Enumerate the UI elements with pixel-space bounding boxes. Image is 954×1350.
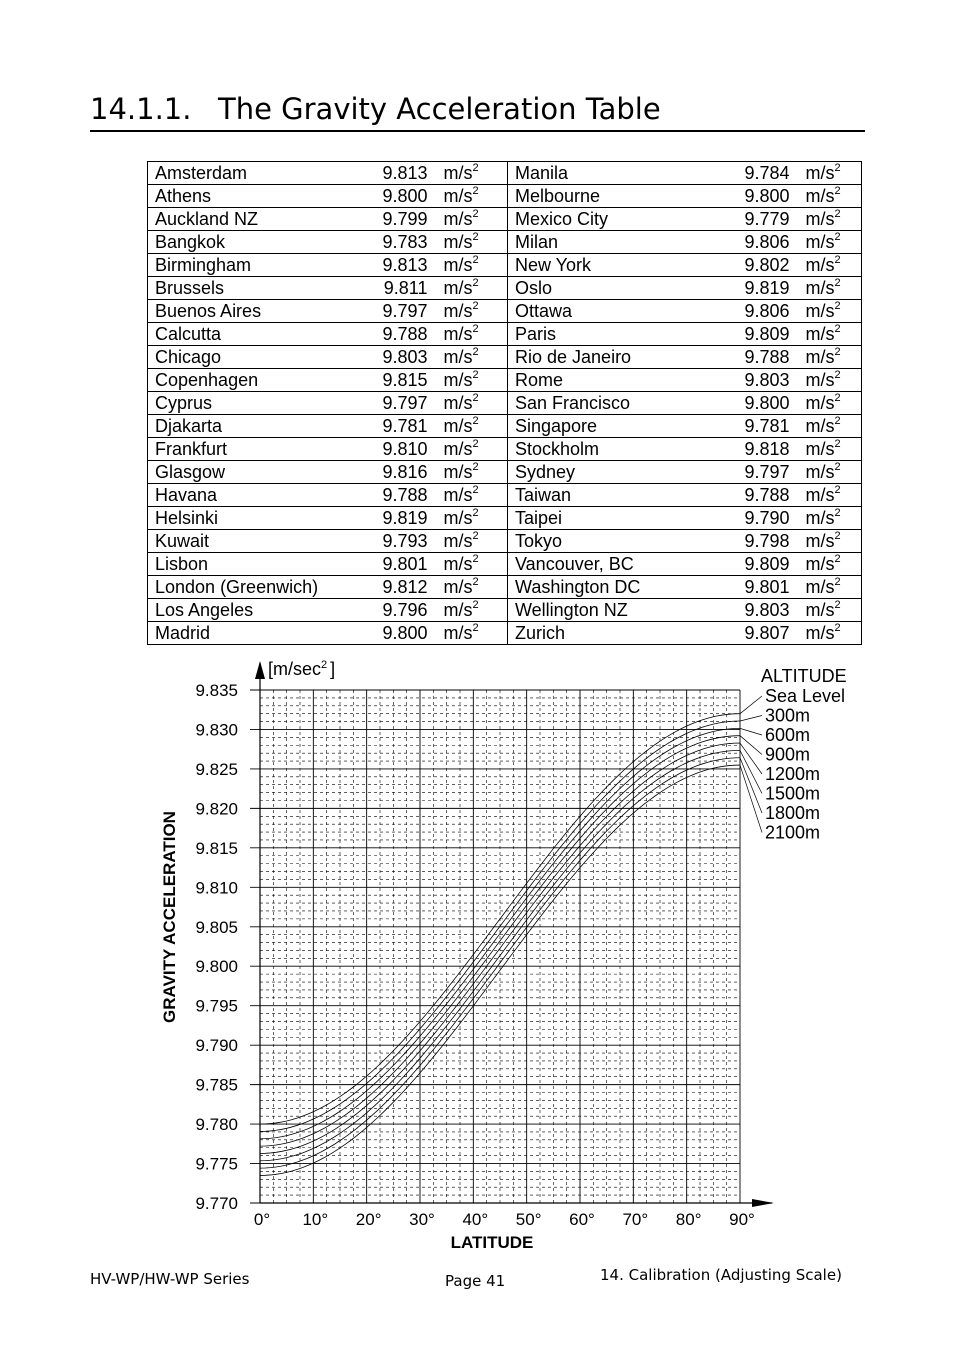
city-cell: Havana xyxy=(148,484,368,507)
city-cell: Manila xyxy=(508,162,732,185)
table-row xyxy=(148,231,862,254)
value-cell: 9.788 xyxy=(732,484,790,507)
legend-leader xyxy=(740,696,762,714)
unit-exponent: 2 xyxy=(472,369,479,381)
city-cell: Paris xyxy=(508,323,732,346)
x-tick-label: 80° xyxy=(675,1210,702,1229)
unit-cell xyxy=(428,461,508,484)
unit-base: m/s xyxy=(805,301,835,321)
unit-base: m/s xyxy=(443,278,473,298)
city-cell: Brussels xyxy=(148,277,368,300)
y-axis-arrow xyxy=(255,661,265,679)
table-row xyxy=(148,185,862,208)
altitude-curve-7 xyxy=(260,765,740,1175)
unit-base: m/s xyxy=(805,554,835,574)
unit-cell xyxy=(428,576,508,599)
unit-cell xyxy=(790,231,862,254)
value-cell: 9.796 xyxy=(368,599,428,622)
value-cell: 9.807 xyxy=(732,622,790,645)
city-cell: Bangkok xyxy=(148,231,368,254)
y-tick-label: 9.800 xyxy=(195,957,238,977)
city-cell: Mexico City xyxy=(508,208,732,231)
unit-exponent: 2 xyxy=(472,185,479,197)
value-cell: 9.801 xyxy=(368,553,428,576)
unit-cell xyxy=(428,484,508,507)
unit-cell xyxy=(790,415,862,438)
value-cell: 9.798 xyxy=(732,530,790,553)
y-unit-close: ] xyxy=(330,659,336,679)
unit-exponent: 2 xyxy=(834,208,841,220)
city-cell: Sydney xyxy=(508,461,732,484)
unit-base: m/s xyxy=(443,370,473,390)
legend-label: 2100m xyxy=(765,822,821,843)
unit-exponent: 2 xyxy=(834,392,841,404)
table-row xyxy=(148,622,862,645)
x-axis-arrow xyxy=(752,1199,774,1207)
value-cell: 9.803 xyxy=(368,346,428,369)
unit-exponent: 2 xyxy=(472,507,479,519)
unit-cell xyxy=(428,599,508,622)
table-row xyxy=(148,599,862,622)
unit-exponent: 2 xyxy=(834,622,841,634)
legend-label: 600m xyxy=(765,725,811,745)
value-cell: 9.800 xyxy=(732,185,790,208)
unit-base: m/s xyxy=(805,439,835,459)
unit-cell xyxy=(428,277,508,300)
unit-base: m/s xyxy=(805,485,835,505)
unit-exponent: 2 xyxy=(472,231,479,243)
y-axis-title: GRAVITY ACCELERATION xyxy=(160,811,179,1023)
y-tick-label: 9.785 xyxy=(195,1075,238,1095)
city-cell: Los Angeles xyxy=(148,599,368,622)
unit-cell xyxy=(790,507,862,530)
value-cell: 9.819 xyxy=(732,277,790,300)
legend-leader xyxy=(740,743,762,774)
value-cell: 9.806 xyxy=(732,300,790,323)
city-cell: Ottawa xyxy=(508,300,732,323)
unit-base: m/s xyxy=(805,531,835,551)
legend-label: 300m xyxy=(765,705,811,726)
unit-exponent: 2 xyxy=(472,392,479,404)
unit-cell xyxy=(790,530,862,553)
unit-cell xyxy=(790,484,862,507)
value-cell: 9.803 xyxy=(732,369,790,392)
x-tick-label: 60° xyxy=(569,1210,595,1229)
unit-exponent: 2 xyxy=(834,162,841,174)
x-tick-label: 50° xyxy=(515,1210,542,1229)
value-cell: 9.806 xyxy=(732,231,790,254)
unit-exponent: 2 xyxy=(834,185,841,197)
unit-base: m/s xyxy=(805,393,835,413)
value-cell: 9.813 xyxy=(368,254,428,277)
unit-exponent: 2 xyxy=(834,277,841,289)
unit-base: m/s xyxy=(805,209,835,229)
city-cell: London (Greenwich) xyxy=(148,576,368,599)
unit-cell xyxy=(428,346,508,369)
section-number: 14.1.1. xyxy=(90,92,192,126)
legend-leader xyxy=(740,758,762,813)
city-cell: Milan xyxy=(508,231,732,254)
city-cell: Wellington NZ xyxy=(508,599,732,622)
unit-base: m/s xyxy=(443,301,473,321)
unit-exponent: 2 xyxy=(472,415,479,427)
unit-base: m/s xyxy=(443,623,473,643)
unit-cell xyxy=(790,208,862,231)
unit-base: m/s xyxy=(805,347,835,367)
table-row xyxy=(148,392,862,415)
unit-exponent: 2 xyxy=(834,484,841,496)
unit-cell xyxy=(428,622,508,645)
unit-exponent: 2 xyxy=(472,622,479,634)
y-tick-label: 9.770 xyxy=(195,1194,238,1213)
unit-exponent: 2 xyxy=(472,599,479,611)
value-cell: 9.793 xyxy=(368,530,428,553)
x-tick-label: 0° xyxy=(253,1210,271,1229)
unit-exponent: 2 xyxy=(834,300,841,312)
table-row xyxy=(148,254,862,277)
unit-exponent: 2 xyxy=(472,254,479,266)
city-cell: Zurich xyxy=(508,622,732,645)
city-cell: Birmingham xyxy=(148,254,368,277)
city-cell: Rio de Janeiro xyxy=(508,346,732,369)
legend-label: 1500m xyxy=(765,783,821,804)
city-cell: Madrid xyxy=(148,622,368,645)
value-cell: 9.800 xyxy=(368,185,428,208)
unit-exponent: 2 xyxy=(834,254,841,266)
unit-cell xyxy=(790,323,862,346)
unit-cell xyxy=(428,162,508,185)
value-cell: 9.788 xyxy=(368,323,428,346)
unit-base: m/s xyxy=(443,554,473,574)
x-tick-label: 10° xyxy=(302,1210,329,1229)
city-cell: Singapore xyxy=(508,415,732,438)
unit-exponent: 2 xyxy=(472,323,479,335)
unit-exponent: 2 xyxy=(834,553,841,565)
unit-exponent: 2 xyxy=(472,530,479,542)
unit-exponent: 2 xyxy=(834,461,841,473)
unit-exponent: 2 xyxy=(472,461,479,473)
unit-base: m/s xyxy=(805,577,835,597)
unit-cell xyxy=(790,300,862,323)
table-row xyxy=(148,323,862,346)
y-tick-label: 9.835 xyxy=(195,681,238,700)
x-tick-label: 70° xyxy=(622,1210,649,1229)
legend-label: 1800m xyxy=(765,803,821,823)
unit-base: m/s xyxy=(805,186,835,206)
unit-exponent: 2 xyxy=(834,231,841,243)
value-cell: 9.788 xyxy=(732,346,790,369)
y-unit-exponent: 2 xyxy=(321,659,328,671)
value-cell: 9.797 xyxy=(368,300,428,323)
unit-base: m/s xyxy=(443,531,473,551)
unit-base: m/s xyxy=(805,324,835,344)
city-cell: Chicago xyxy=(148,346,368,369)
legend-leader xyxy=(740,736,762,755)
city-cell: Calcutta xyxy=(148,323,368,346)
unit-exponent: 2 xyxy=(472,438,479,450)
legend-leader xyxy=(740,716,762,722)
unit-cell xyxy=(428,553,508,576)
table-row xyxy=(148,300,862,323)
unit-exponent: 2 xyxy=(834,438,841,450)
unit-cell xyxy=(428,208,508,231)
unit-cell xyxy=(790,576,862,599)
footer-series: HV-WP/HW-WP Series xyxy=(90,1270,250,1288)
table-row xyxy=(148,530,862,553)
table-row xyxy=(148,576,862,599)
table-row xyxy=(148,461,862,484)
city-cell: New York xyxy=(508,254,732,277)
unit-exponent: 2 xyxy=(834,323,841,335)
unit-cell xyxy=(790,392,862,415)
unit-base: m/s xyxy=(443,393,473,413)
unit-exponent: 2 xyxy=(472,162,479,174)
value-cell: 9.800 xyxy=(368,622,428,645)
city-cell: Oslo xyxy=(508,277,732,300)
value-cell: 9.779 xyxy=(732,208,790,231)
unit-cell xyxy=(790,254,862,277)
legend-leader xyxy=(740,765,762,832)
value-cell: 9.790 xyxy=(732,507,790,530)
value-cell: 9.801 xyxy=(732,576,790,599)
legend-leader xyxy=(740,750,762,793)
unit-cell xyxy=(428,231,508,254)
value-cell: 9.809 xyxy=(732,553,790,576)
value-cell: 9.809 xyxy=(732,323,790,346)
unit-cell xyxy=(428,530,508,553)
footer-chapter: 14. Calibration (Adjusting Scale) xyxy=(600,1266,842,1284)
unit-exponent: 2 xyxy=(472,346,479,358)
unit-base: m/s xyxy=(805,416,835,436)
city-cell: Stockholm xyxy=(508,438,732,461)
unit-cell xyxy=(790,599,862,622)
unit-base: m/s xyxy=(443,232,473,252)
table-row xyxy=(148,484,862,507)
unit-cell xyxy=(790,438,862,461)
unit-cell xyxy=(428,254,508,277)
unit-cell xyxy=(428,300,508,323)
unit-base: m/s xyxy=(805,508,835,528)
unit-exponent: 2 xyxy=(472,484,479,496)
unit-base: m/s xyxy=(443,485,473,505)
y-tick-label: 9.780 xyxy=(195,1115,238,1135)
city-cell: Athens xyxy=(148,185,368,208)
value-cell: 9.781 xyxy=(732,415,790,438)
unit-cell xyxy=(428,392,508,415)
city-cell: Copenhagen xyxy=(148,369,368,392)
unit-cell xyxy=(428,415,508,438)
x-tick-label: 90° xyxy=(729,1210,755,1229)
y-tick-label: 9.810 xyxy=(195,878,238,898)
unit-exponent: 2 xyxy=(472,208,479,220)
y-tick-label: 9.820 xyxy=(195,799,238,819)
unit-exponent: 2 xyxy=(834,346,841,358)
unit-base: m/s xyxy=(805,255,835,275)
unit-base: m/s xyxy=(805,462,835,482)
value-cell: 9.802 xyxy=(732,254,790,277)
value-cell: 9.800 xyxy=(732,392,790,415)
city-cell: Kuwait xyxy=(148,530,368,553)
value-cell: 9.783 xyxy=(368,231,428,254)
unit-cell xyxy=(790,369,862,392)
value-cell: 9.784 xyxy=(732,162,790,185)
value-cell: 9.819 xyxy=(368,507,428,530)
unit-cell xyxy=(428,369,508,392)
value-cell: 9.797 xyxy=(368,392,428,415)
unit-base: m/s xyxy=(805,600,835,620)
unit-exponent: 2 xyxy=(472,576,479,588)
city-cell: Amsterdam xyxy=(148,162,368,185)
unit-cell xyxy=(790,277,862,300)
table-row xyxy=(148,346,862,369)
y-tick-label: 9.805 xyxy=(195,917,238,937)
unit-base: m/s xyxy=(443,439,473,459)
legend-label: 900m xyxy=(765,744,811,765)
legend-label: 1200m xyxy=(765,764,821,784)
y-tick-label: 9.790 xyxy=(195,1036,238,1056)
unit-base: m/s xyxy=(805,623,835,643)
city-cell: Auckland NZ xyxy=(148,208,368,231)
unit-exponent: 2 xyxy=(834,576,841,588)
footer-page: Page 41 xyxy=(445,1272,506,1290)
unit-base: m/s xyxy=(805,232,835,252)
unit-base: m/s xyxy=(443,600,473,620)
y-unit-base: [m/sec xyxy=(268,659,322,679)
unit-base: m/s xyxy=(443,508,473,528)
table-row xyxy=(148,507,862,530)
value-cell: 9.781 xyxy=(368,415,428,438)
altitude-curve-2 xyxy=(260,728,740,1138)
unit-exponent: 2 xyxy=(834,415,841,427)
unit-cell xyxy=(790,185,862,208)
unit-cell xyxy=(428,507,508,530)
value-cell: 9.816 xyxy=(368,461,428,484)
city-cell: Rome xyxy=(508,369,732,392)
city-cell: Taipei xyxy=(508,507,732,530)
y-tick-label: 9.815 xyxy=(195,838,238,858)
y-unit-label xyxy=(268,659,335,679)
unit-exponent: 2 xyxy=(834,530,841,542)
value-cell: 9.810 xyxy=(368,438,428,461)
city-cell: Glasgow xyxy=(148,461,368,484)
x-axis-title: LATITUDE xyxy=(450,1233,534,1252)
unit-exponent: 2 xyxy=(472,553,479,565)
unit-cell xyxy=(428,323,508,346)
value-cell: 9.797 xyxy=(732,461,790,484)
city-cell: Buenos Aires xyxy=(148,300,368,323)
table-row xyxy=(148,553,862,576)
x-tick-label: 40° xyxy=(462,1210,489,1229)
unit-base: m/s xyxy=(443,347,473,367)
value-cell: 9.803 xyxy=(732,599,790,622)
unit-cell xyxy=(428,185,508,208)
legend-label: Sea Level xyxy=(765,686,846,706)
table-row xyxy=(148,369,862,392)
y-tick-label: 9.825 xyxy=(195,759,238,779)
value-cell: 9.818 xyxy=(732,438,790,461)
y-tick-label: 9.830 xyxy=(195,720,238,740)
table-row xyxy=(148,277,862,300)
unit-cell xyxy=(790,622,862,645)
x-tick-label: 20° xyxy=(355,1210,382,1229)
gravity-chart xyxy=(150,655,870,1255)
value-cell: 9.788 xyxy=(368,484,428,507)
unit-cell xyxy=(790,461,862,484)
unit-exponent: 2 xyxy=(834,507,841,519)
gravity-table xyxy=(147,161,862,645)
value-cell: 9.813 xyxy=(368,162,428,185)
gravity-table-body xyxy=(148,162,862,645)
unit-base: m/s xyxy=(805,370,835,390)
unit-cell xyxy=(790,162,862,185)
unit-base: m/s xyxy=(443,324,473,344)
city-cell: San Francisco xyxy=(508,392,732,415)
y-tick-label: 9.795 xyxy=(195,996,238,1016)
unit-exponent: 2 xyxy=(472,300,479,312)
table-row xyxy=(148,208,862,231)
value-cell: 9.811 xyxy=(368,277,428,300)
unit-exponent: 2 xyxy=(834,369,841,381)
unit-base: m/s xyxy=(805,278,835,298)
table-row xyxy=(148,438,862,461)
city-cell: Lisbon xyxy=(148,553,368,576)
city-cell: Taiwan xyxy=(508,484,732,507)
city-cell: Vancouver, BC xyxy=(508,553,732,576)
city-cell: Helsinki xyxy=(148,507,368,530)
unit-base: m/s xyxy=(443,255,473,275)
city-cell: Washington DC xyxy=(508,576,732,599)
unit-base: m/s xyxy=(805,163,835,183)
x-tick-label: 30° xyxy=(409,1210,435,1229)
unit-base: m/s xyxy=(443,577,473,597)
table-row xyxy=(148,162,862,185)
city-cell: Melbourne xyxy=(508,185,732,208)
legend-leader xyxy=(740,728,762,735)
unit-cell xyxy=(428,438,508,461)
city-cell: Frankfurt xyxy=(148,438,368,461)
legend-title: ALTITUDE xyxy=(761,666,847,686)
city-cell: Cyprus xyxy=(148,392,368,415)
unit-cell xyxy=(790,346,862,369)
section-heading xyxy=(90,92,865,132)
unit-exponent: 2 xyxy=(472,277,479,289)
unit-base: m/s xyxy=(443,416,473,436)
city-cell: Djakarta xyxy=(148,415,368,438)
y-tick-label: 9.775 xyxy=(195,1154,238,1174)
value-cell: 9.812 xyxy=(368,576,428,599)
unit-cell xyxy=(790,553,862,576)
section-title: The Gravity Acceleration Table xyxy=(218,92,661,126)
unit-base: m/s xyxy=(443,209,473,229)
city-cell: Tokyo xyxy=(508,530,732,553)
value-cell: 9.799 xyxy=(368,208,428,231)
table-row xyxy=(148,415,862,438)
unit-exponent: 2 xyxy=(834,599,841,611)
unit-base: m/s xyxy=(443,462,473,482)
unit-base: m/s xyxy=(443,163,473,183)
unit-base: m/s xyxy=(443,186,473,206)
value-cell: 9.815 xyxy=(368,369,428,392)
